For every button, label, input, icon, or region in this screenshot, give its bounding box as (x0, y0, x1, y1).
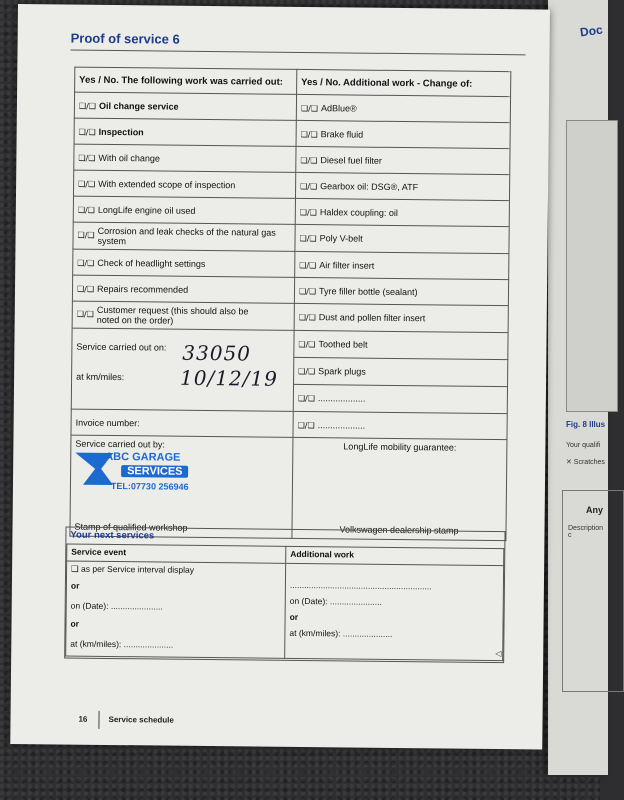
checkbox[interactable]: ❑/❑ (299, 233, 317, 244)
carried-out-by-label: Service carried out by: (75, 438, 165, 450)
additional-item: Brake fluid (320, 128, 364, 140)
facing-page-fig-label: Fig. 8 Illus (566, 420, 606, 429)
checkbox[interactable]: ❑/❑ (300, 129, 318, 139)
checkbox[interactable]: ❑/❑ (300, 181, 318, 191)
or-label: or (289, 611, 299, 622)
or-label: or (70, 580, 80, 591)
handwritten-km: 33050 (182, 340, 252, 366)
service-event-header: Service event (67, 544, 286, 563)
checkbox[interactable]: ❑/❑ (76, 284, 95, 294)
checkbox[interactable]: ❑/❑ (298, 286, 317, 296)
vw-stamp-label: Volkswagen dealership stamp (339, 524, 459, 536)
footer-section: Service schedule (108, 714, 174, 725)
next-services-box (64, 527, 505, 664)
work-item: Repairs recommended (97, 283, 189, 295)
footer-divider (98, 711, 99, 729)
checkbox[interactable]: ❑/❑ (297, 393, 315, 404)
facing-page-any: Any (586, 505, 604, 515)
additional-item: Spark plugs (318, 366, 366, 377)
next-date-field[interactable]: on (Date): ...................... (289, 595, 382, 607)
checkbox[interactable]: ❑/❑ (76, 310, 94, 320)
longlife-label: LongLife mobility guarantee: (343, 441, 457, 453)
additional-item: Toothed belt (318, 339, 368, 350)
handwritten-date: 10/12/19 (179, 365, 279, 391)
facing-page-figure (566, 120, 618, 412)
facing-page-line: ✕ Scratches (566, 459, 605, 466)
additional-item: Poly V-belt (319, 233, 363, 244)
checkbox[interactable]: ❑/❑ (300, 155, 318, 165)
next-km-field[interactable]: at (km/miles): ..................... (289, 627, 393, 639)
or-label: or (70, 618, 80, 629)
checkbox[interactable]: ❑/❑ (78, 153, 96, 163)
qualified-stamp-label: Stamp of qualified workshop (74, 521, 188, 533)
checkbox[interactable]: ❑/❑ (77, 258, 95, 268)
additional-work-field[interactable]: ............................................................ (289, 579, 432, 592)
service-date-label: Service carried out on: (76, 341, 167, 353)
service-book-page (10, 4, 550, 750)
triangle-icon: ◁ (495, 649, 502, 659)
km-label: at km/miles: (76, 371, 125, 383)
facing-page (548, 0, 608, 775)
additional-item: Tyre filler bottle (sealant) (319, 285, 418, 297)
checkbox[interactable]: ❑/❑ (78, 101, 97, 111)
header-right: Yes / No. Additional work - Change of: (297, 69, 511, 96)
checkbox[interactable]: ❑/❑ (78, 127, 96, 137)
additional-item: Diesel fuel filter (320, 154, 383, 166)
stamp-line3: TEL:07730 256946 (110, 481, 189, 492)
additional-item: AdBlue® (320, 102, 357, 114)
facing-page-line: Your qualifi (566, 442, 601, 449)
checkbox[interactable]: ❑/❑ (298, 366, 316, 377)
checkbox[interactable]: ❑/❑ (297, 420, 315, 430)
invoice-label: Invoice number: (71, 409, 293, 437)
additional-item: Air filter insert (319, 259, 375, 271)
checkbox[interactable]: ❑/❑ (299, 207, 317, 217)
additional-work-header: Additional work (286, 546, 504, 565)
header-left: Yes / No. The following work was carried out: (75, 67, 297, 94)
checkbox[interactable]: ❑/❑ (77, 231, 95, 241)
additional-item: ................... (317, 419, 366, 431)
facing-page-title: Doc (579, 22, 604, 40)
additional-item: Haldex coupling: oil (319, 206, 398, 218)
checkbox[interactable]: ❑/❑ (298, 312, 316, 323)
work-item: With oil change (98, 152, 161, 163)
stamp-line2: SERVICES (121, 465, 189, 478)
next-services-table (65, 544, 504, 662)
title-rule (71, 50, 526, 56)
additional-item: ................... (317, 393, 366, 404)
page-title: Proof of service 6 (70, 30, 180, 47)
next-km-field[interactable]: at (km/miles): ..................... (70, 638, 174, 650)
additional-item: Dust and pollen filter insert (318, 312, 426, 324)
work-item: LongLife engine oil used (97, 204, 196, 216)
facing-page-table (562, 490, 624, 692)
next-date-field[interactable]: on (Date): ...................... (70, 600, 163, 612)
additional-item: Gearbox oil: DSG®, ATF (320, 180, 419, 192)
checkbox[interactable]: ❑/❑ (300, 103, 319, 113)
work-item: Check of headlight settings (97, 257, 206, 269)
work-item: Corrosion and leak checks of the natural gas system (97, 225, 276, 247)
facing-page-desc: Description c (568, 525, 604, 539)
work-item: Oil change service (98, 100, 179, 112)
stamp-line1: ABC GARAGE (105, 450, 181, 464)
checkbox[interactable]: ❑/❑ (299, 260, 317, 270)
checkbox[interactable]: ❑/❑ (298, 339, 316, 350)
work-item: Customer request (this should also be noted on the order) (96, 304, 249, 326)
work-item: With extended scope of inspection (98, 178, 236, 190)
interval-display-option[interactable]: ❑ as per Service interval display (71, 563, 195, 575)
checkbox[interactable]: ❑/❑ (78, 179, 96, 189)
next-services-title: Your next services (70, 529, 155, 542)
page-number: 16 (78, 714, 88, 724)
checkbox[interactable]: ❑/❑ (77, 205, 95, 215)
work-item: Inspection (98, 126, 144, 137)
